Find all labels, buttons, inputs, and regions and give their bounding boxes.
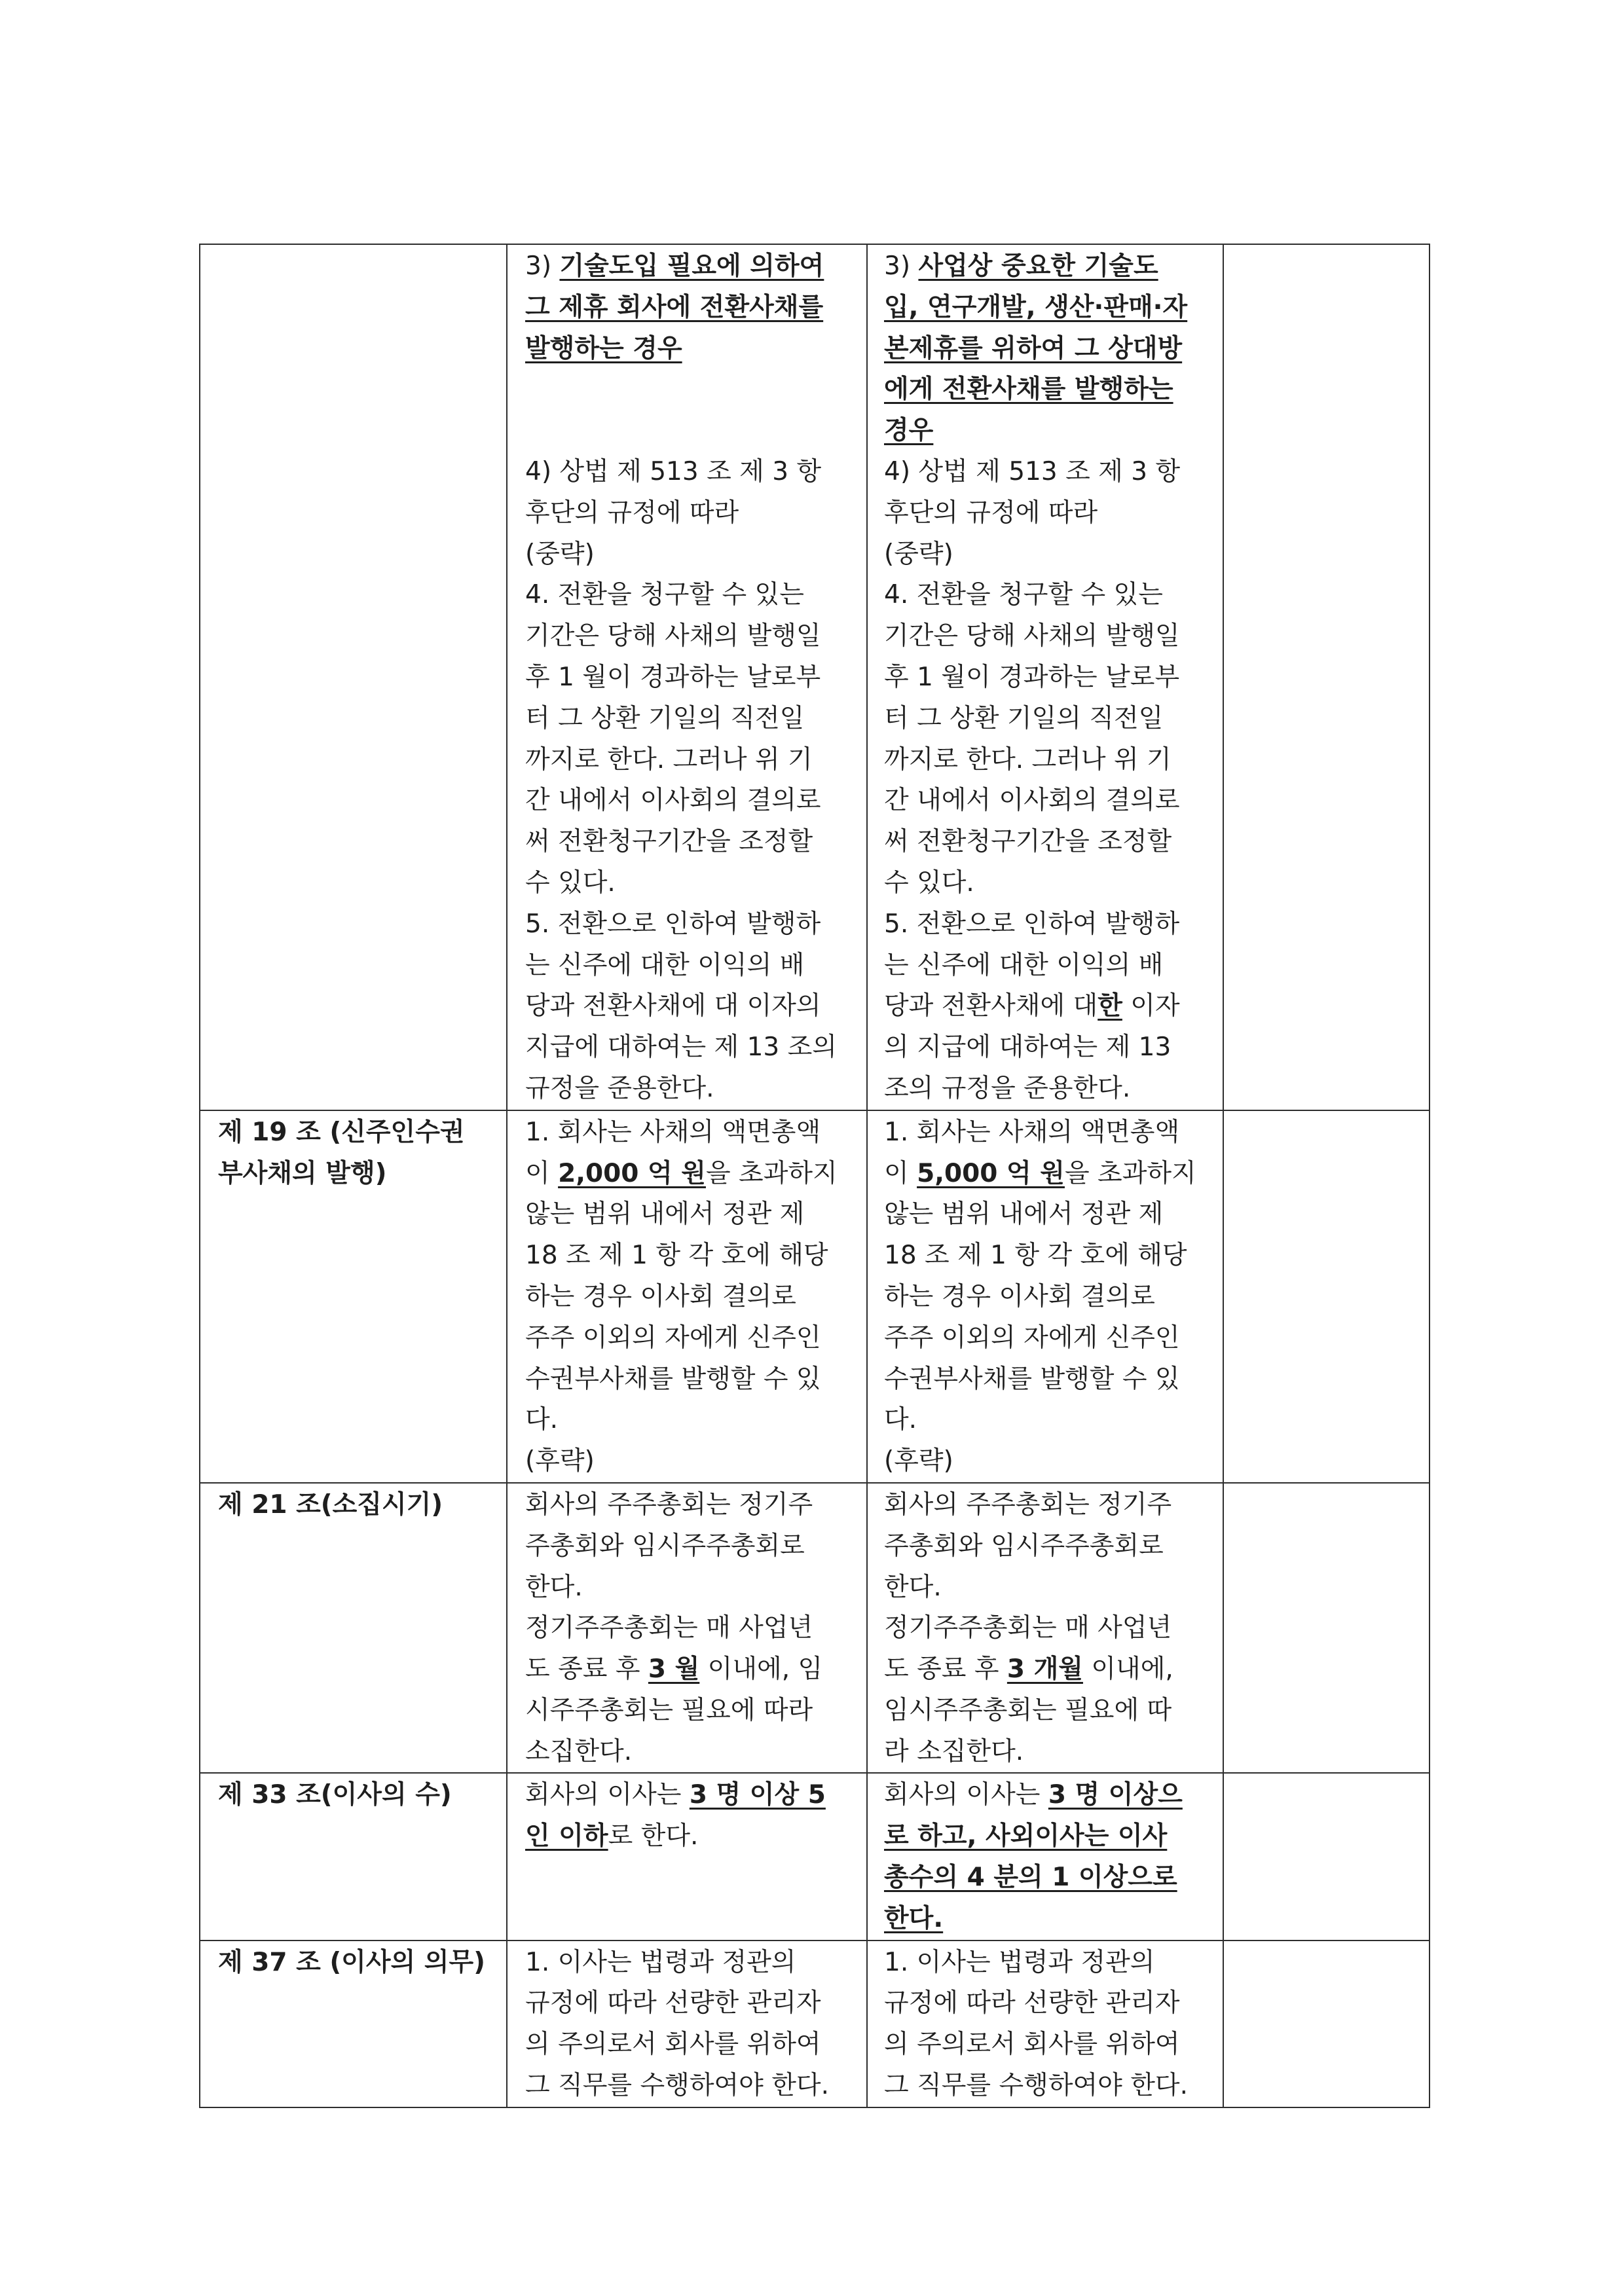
text-segment: 의 지급에 대하여는 제 13 (884, 1032, 1172, 1063)
text-segment: 제 33 조(이사의 수) (218, 1780, 452, 1810)
text-segment: 기간은 당해 사채의 발행일 (525, 621, 821, 651)
text-line (884, 1816, 1217, 1857)
remarks-cell (1223, 1110, 1430, 1483)
amended-text: 발행하는 경우 (525, 333, 682, 363)
text-line (884, 904, 1217, 945)
text-line (884, 1899, 1217, 1940)
revised-text-cell (867, 1773, 1223, 1940)
amended-text: 로 하고, 사외이사는 이사 (884, 1821, 1168, 1851)
text-line (525, 329, 861, 370)
text-line (525, 2066, 861, 2107)
text-line (525, 534, 861, 575)
text-line (525, 986, 861, 1027)
text-segment: 1. 이사는 법령과 정관의 (525, 1947, 796, 1977)
amended-text: 3 개월 (1006, 1654, 1083, 1685)
text-segment: 써 전환청구기간을 조정할 (525, 827, 813, 857)
text-segment: 규정을 준용한다. (525, 1073, 714, 1103)
text-line (218, 1485, 501, 1526)
amendment-comparison-table (199, 244, 1430, 2108)
amended-text: 2,000 억 원 (558, 1158, 706, 1188)
text-line (884, 369, 1217, 410)
text-line (884, 1649, 1217, 1690)
text-segment: 다. (525, 1405, 559, 1435)
text-line (525, 1485, 861, 1526)
text-line (884, 1112, 1217, 1154)
text-segment: 써 전환청구기간을 조정할 (884, 827, 1172, 857)
text-segment: 4. 전환을 청구할 수 있는 (884, 580, 1163, 610)
text-segment: 제 37 조 (이사의 의무) (218, 1947, 485, 1977)
text-line (525, 1983, 861, 2024)
current-text-cell (507, 1483, 867, 1774)
text-line (525, 1359, 861, 1400)
text-segment: 로 한다. (608, 1821, 699, 1851)
text-segment: 하는 경우 이사회 결의로 (884, 1281, 1155, 1311)
text-segment: 4) 상법 제 513 조 제 3 항 (884, 456, 1181, 486)
text-segment: 회사의 이사는 (884, 1780, 1048, 1810)
text-line (884, 1318, 1217, 1359)
text-segment: 시주주총회는 필요에 따라 (525, 1695, 813, 1725)
text-line (525, 1567, 861, 1609)
text-segment: 수 있다. (884, 867, 974, 898)
text-segment: 수권부사채를 발행할 수 있 (525, 1364, 821, 1394)
text-segment: 터 그 상환 기일의 직전일 (525, 703, 805, 733)
amended-text: 한다. (884, 1903, 944, 1933)
text-segment: 1. 회사는 사채의 액면총액 (884, 1117, 1180, 1147)
amended-text: 3 명 이상으 (1048, 1780, 1183, 1810)
text-segment: 4) 상법 제 513 조 제 3 항 (525, 456, 822, 486)
text-line (884, 452, 1217, 493)
text-segment: 이내에, (1082, 1654, 1173, 1685)
text-segment: 조의 규정을 준용한다. (884, 1073, 1131, 1103)
text-line (884, 1485, 1217, 1526)
text-segment: 터 그 상환 기일의 직전일 (884, 703, 1164, 733)
text-line (884, 740, 1217, 781)
text-line (884, 945, 1217, 987)
current-text-cell (507, 1773, 867, 1940)
article-cell (200, 1483, 507, 1774)
text-line (884, 246, 1217, 287)
text-line (884, 287, 1217, 329)
text-segment: 주총회와 임시주주총회로 (884, 1531, 1164, 1561)
amended-text: 그 제휴 회사에 전환사채를 (525, 292, 824, 322)
text-segment: 후단의 규정에 따라 (884, 498, 1098, 528)
text-line (525, 1690, 861, 1732)
text-line (884, 1277, 1217, 1318)
text-line (218, 1942, 501, 1984)
text-segment: 지급에 대하여는 제 13 조의 (525, 1032, 837, 1063)
revised-text-cell (867, 1483, 1223, 1774)
remarks-cell (1223, 1483, 1430, 1774)
text-segment: 않는 범위 내에서 정관 제 (884, 1199, 1164, 1230)
text-segment: 이 (525, 1158, 559, 1188)
text-line (525, 740, 861, 781)
text-line (525, 493, 861, 534)
text-segment: 수권부사채를 발행할 수 있 (884, 1364, 1180, 1394)
table-row (200, 244, 1430, 1110)
text-segment: 3) (525, 251, 560, 281)
text-segment: 규정에 따라 선량한 관리자 (525, 1988, 821, 2018)
text-segment: 기간은 당해 사채의 발행일 (884, 621, 1180, 651)
amended-text: 본제휴를 위하여 그 상대방 (884, 333, 1183, 363)
text-line (525, 780, 861, 822)
amended-text: 총수의 4 분의 1 이상으로 (884, 1863, 1177, 1893)
text-line (884, 699, 1217, 740)
remarks-cell (1223, 1941, 1430, 2107)
text-line (525, 1068, 861, 1110)
text-line (884, 863, 1217, 904)
text-line (525, 616, 861, 657)
text-segment: 하는 경우 이사회 결의로 (525, 1281, 796, 1311)
article-cell (200, 244, 507, 1110)
text-line (525, 1441, 861, 1482)
text-line (218, 1112, 501, 1154)
text-segment: 의 주의로서 회사를 위하여 (525, 2030, 821, 2060)
text-segment: 않는 범위 내에서 정관 제 (525, 1199, 805, 1230)
text-segment: 는 신주에 대한 이익의 배 (884, 950, 1164, 980)
text-line (884, 1608, 1217, 1649)
text-line (525, 246, 861, 287)
amended-text: 입, 연구개발, 생산·판매·자 (884, 292, 1188, 322)
text-segment: 이내에, 임 (699, 1654, 823, 1685)
text-line (525, 1526, 861, 1567)
text-line (525, 657, 861, 699)
text-segment: 정기주주총회는 매 사업년 (525, 1613, 813, 1643)
text-line (884, 1068, 1217, 1110)
table-row (200, 1483, 1430, 1774)
text-line (884, 822, 1217, 863)
current-text-cell (507, 244, 867, 1110)
text-line (884, 1983, 1217, 2024)
amended-text: 경우 (884, 416, 934, 446)
text-segment: 이자 (1122, 991, 1180, 1021)
text-line (525, 699, 861, 740)
text-line (884, 329, 1217, 370)
text-segment: 그 직무를 수행하여야 한다. (525, 2071, 830, 2101)
text-line (884, 410, 1217, 452)
text-line (525, 2024, 861, 2066)
text-line (884, 1732, 1217, 1773)
text-line (218, 1154, 501, 1195)
text-segment: 후 1 월이 경과하는 날로부 (884, 662, 1180, 692)
amended-text: 사업상 중요한 기술도 (918, 251, 1158, 281)
text-segment: 한다. (884, 1572, 942, 1602)
text-segment: 을 초과하지 (705, 1158, 838, 1188)
text-line (884, 534, 1217, 575)
amended-text: 한 (1098, 991, 1122, 1021)
text-line (884, 657, 1217, 699)
text-line (525, 1154, 861, 1195)
revised-text-cell (867, 1941, 1223, 2107)
text-segment: 1. 이사는 법령과 정관의 (884, 1947, 1155, 1977)
text-line (525, 1649, 861, 1690)
text-segment: 18 조 제 1 항 각 호에 해당 (884, 1241, 1187, 1271)
amended-text: 에게 전환사채를 발행하는 (884, 374, 1173, 405)
current-text-cell (507, 1110, 867, 1483)
text-segment: 임시주주총회는 필요에 따 (884, 1695, 1172, 1725)
text-line (884, 1027, 1217, 1068)
text-line (884, 1400, 1217, 1441)
text-segment: 그 직무를 수행하여야 한다. (884, 2071, 1189, 2101)
text-segment: 까지로 한다. 그러나 위 기 (884, 744, 1172, 774)
text-segment: 을 초과하지 (1064, 1158, 1196, 1188)
text-segment: 제 19 조 (신주인수권 (218, 1117, 465, 1147)
text-segment: 주총회와 임시주주총회로 (525, 1531, 805, 1561)
text-line (525, 945, 861, 987)
text-segment: 주주 이외의 자에게 신주인 (884, 1322, 1180, 1353)
text-line (884, 986, 1217, 1027)
text-line (884, 1154, 1217, 1195)
text-line (884, 493, 1217, 534)
text-segment: 도 종료 후 (884, 1654, 1007, 1685)
text-segment: (후략) (884, 1446, 953, 1476)
text-segment: (중략) (525, 539, 595, 569)
text-segment: 규정에 따라 선량한 관리자 (884, 1988, 1180, 2018)
text-line (525, 1235, 861, 1277)
amended-text: 3 월 (648, 1654, 700, 1685)
text-segment: 정기주주총회는 매 사업년 (884, 1613, 1172, 1643)
remarks-cell (1223, 1773, 1430, 1940)
table-body (200, 244, 1430, 2107)
text-line (884, 1235, 1217, 1277)
text-segment: 부사채의 발행) (218, 1158, 387, 1188)
table-row (200, 1773, 1430, 1940)
text-line (884, 575, 1217, 616)
text-segment: 5. 전환으로 인하여 발행하 (525, 909, 821, 939)
text-line (525, 452, 861, 493)
text-segment: 당과 전환사채에 대 이자의 (525, 991, 821, 1021)
text-segment: 3) (884, 251, 919, 281)
text-segment: 이 (884, 1158, 917, 1188)
article-cell (200, 1941, 507, 2107)
text-segment: 후단의 규정에 따라 (525, 498, 739, 528)
text-segment: (중략) (884, 539, 953, 569)
text-segment: 회사의 주주총회는 정기주 (525, 1489, 813, 1520)
text-segment: 도 종료 후 (525, 1654, 648, 1685)
text-line (525, 369, 861, 410)
remarks-cell (1223, 244, 1430, 1110)
text-line (884, 1857, 1217, 1899)
text-segment: 18 조 제 1 항 각 호에 해당 (525, 1241, 828, 1271)
text-line (525, 1194, 861, 1235)
text-line (884, 1359, 1217, 1400)
text-line (884, 1194, 1217, 1235)
text-segment: 수 있다. (525, 867, 616, 898)
text-line (218, 1775, 501, 1816)
amended-text: 5,000 억 원 (917, 1158, 1065, 1188)
text-line (884, 1942, 1217, 1984)
text-line (525, 1775, 861, 1816)
text-line (525, 863, 861, 904)
text-segment: 라 소집한다. (884, 1736, 1024, 1766)
text-segment: 는 신주에 대한 이익의 배 (525, 950, 805, 980)
text-segment: 주주 이외의 자에게 신주인 (525, 1322, 821, 1353)
table-row (200, 1110, 1430, 1483)
text-line (884, 1775, 1217, 1816)
text-segment: 1. 회사는 사채의 액면총액 (525, 1117, 821, 1147)
text-line (525, 1608, 861, 1649)
amended-text: 기술도입 필요에 의하여 (559, 251, 824, 281)
text-line (884, 616, 1217, 657)
amended-text: 인 이하 (525, 1821, 608, 1851)
text-line (525, 287, 861, 329)
article-cell (200, 1773, 507, 1940)
text-line (884, 1441, 1217, 1482)
text-segment: 후 1 월이 경과하는 날로부 (525, 662, 821, 692)
text-line (525, 1112, 861, 1154)
text-segment: 5. 전환으로 인하여 발행하 (884, 909, 1180, 939)
text-segment: 소집한다. (525, 1736, 633, 1766)
text-segment: (후략) (525, 1446, 595, 1476)
text-line (525, 1400, 861, 1441)
text-line (525, 410, 861, 452)
text-line (525, 1942, 861, 1984)
text-line (525, 1732, 861, 1773)
text-segment: 의 주의로서 회사를 위하여 (884, 2030, 1180, 2060)
text-line (525, 1277, 861, 1318)
text-line (884, 1526, 1217, 1567)
text-segment: 4. 전환을 청구할 수 있는 (525, 580, 804, 610)
revised-text-cell (867, 1110, 1223, 1483)
text-line (884, 1690, 1217, 1732)
amended-text: 3 명 이상 5 (689, 1780, 826, 1810)
text-line (884, 2024, 1217, 2066)
table-row (200, 1941, 1430, 2107)
text-line (525, 575, 861, 616)
text-segment: 당과 전환사채에 대 (884, 991, 1098, 1021)
text-segment: 까지로 한다. 그러나 위 기 (525, 744, 813, 774)
text-line (525, 1816, 861, 1857)
text-segment: 다. (884, 1405, 917, 1435)
text-line (525, 1318, 861, 1359)
text-segment: 간 내에서 이사회의 결의로 (525, 786, 821, 816)
current-text-cell (507, 1941, 867, 2107)
text-line (884, 1567, 1217, 1609)
article-cell (200, 1110, 507, 1483)
text-segment: 제 21 조(소집시기) (218, 1489, 443, 1520)
text-line (884, 780, 1217, 822)
text-line (525, 1027, 861, 1068)
text-segment: 회사의 주주총회는 정기주 (884, 1489, 1172, 1520)
text-line (884, 2066, 1217, 2107)
text-segment: 간 내에서 이사회의 결의로 (884, 786, 1180, 816)
text-line (525, 904, 861, 945)
text-line (525, 822, 861, 863)
text-segment: 회사의 이사는 (525, 1780, 690, 1810)
text-segment: 한다. (525, 1572, 583, 1602)
revised-text-cell (867, 244, 1223, 1110)
